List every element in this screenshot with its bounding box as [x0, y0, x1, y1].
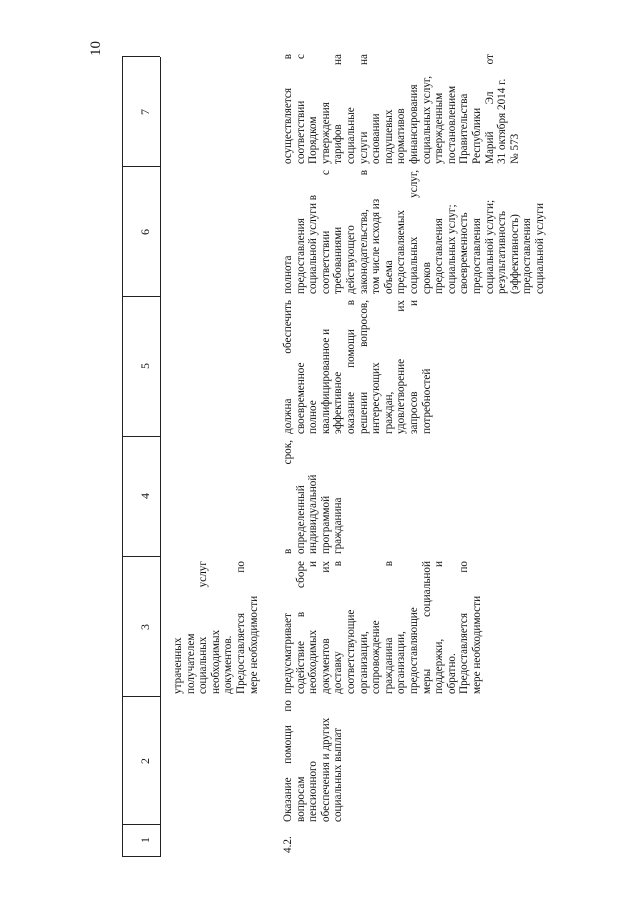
- text-line: подушевых: [382, 109, 395, 164]
- text-line: соответствующие: [344, 609, 357, 694]
- tariff-basis-cell: [282, 54, 521, 164]
- text-line: утраченных: [172, 637, 184, 694]
- col-divider: [122, 436, 160, 437]
- text-line: организации,: [357, 631, 370, 694]
- text-line: Оказание помощи по: [282, 700, 294, 822]
- col-divider: [122, 166, 160, 167]
- text-line: социальных выплат: [332, 727, 345, 822]
- text-line: граждан,: [382, 391, 395, 434]
- text-line: меры социальной: [420, 561, 433, 694]
- text-line: индивидуальной: [307, 474, 320, 554]
- text-line: в срок,: [282, 440, 294, 554]
- text-line: Предоставляется по: [458, 561, 471, 694]
- service-description-cell: [282, 561, 484, 694]
- text-line: Предоставляется по: [234, 561, 247, 694]
- text-line: поддержки, и: [433, 561, 446, 694]
- text-line: содействие в сборе: [294, 561, 307, 694]
- text-line: социальной услуги;: [483, 199, 496, 294]
- text-line: документов.: [222, 635, 235, 694]
- page-number: 10: [88, 41, 104, 56]
- col-number-6: 6: [138, 229, 152, 235]
- text-line: утверждения: [319, 102, 332, 164]
- table-header: [122, 47, 160, 857]
- col-divider: [122, 556, 160, 557]
- text-line: социальные: [344, 107, 357, 164]
- text-line: документов их: [319, 561, 332, 694]
- col-divider: [122, 56, 160, 57]
- text-line: законодательства, в: [357, 170, 370, 294]
- col-divider: [122, 856, 160, 857]
- text-line: постановлением: [445, 85, 458, 164]
- text-line: гражданина: [332, 497, 345, 554]
- text-line: сроков: [420, 262, 433, 294]
- service-name-cell: [282, 700, 345, 822]
- text-line: 31 октября 2014 г.: [496, 78, 509, 164]
- text-line: объема: [382, 260, 395, 294]
- text-line: предусматривает: [282, 613, 294, 694]
- text-line: предоставления: [470, 218, 483, 294]
- text-line: социальных услуг,: [420, 75, 433, 164]
- col-number-5: 5: [138, 363, 152, 369]
- text-line: программой: [319, 495, 332, 554]
- text-line: нормативов: [395, 108, 408, 164]
- text-line: квалифицированное и: [319, 328, 332, 434]
- col-number-1: 1: [138, 837, 152, 843]
- text-line: определенный: [294, 485, 307, 554]
- rotated-page: [70, 41, 570, 857]
- text-line: социальных услуг,: [407, 170, 420, 294]
- text-line: Порядком: [307, 116, 320, 164]
- text-line: должна обеспечить: [282, 300, 294, 434]
- text-line: мере необходимости: [470, 595, 483, 694]
- text-line: том числе исходя из: [370, 198, 383, 294]
- text-line: социальной услуги в: [307, 194, 320, 294]
- text-line: мере необходимости: [247, 595, 260, 694]
- text-line: своевременное: [294, 362, 307, 434]
- text-line: решении вопросов,: [357, 300, 370, 434]
- text-line: необходимых и: [307, 561, 320, 694]
- text-line: доставку в: [332, 561, 345, 694]
- text-line: результативность: [496, 211, 509, 294]
- text-line: предоставляющие: [407, 607, 420, 694]
- service-term-cell: [282, 440, 345, 554]
- text-line: обеспечения и других: [319, 717, 332, 822]
- evaluation-conditions-cell: [282, 170, 546, 294]
- text-line: Республики: [470, 107, 483, 164]
- text-line: предоставления: [521, 218, 534, 294]
- text-line: пенсионного: [307, 761, 320, 822]
- text-line: соответствии с: [319, 170, 332, 294]
- row-number: 4.2.: [282, 836, 294, 853]
- col-divider: [122, 296, 160, 297]
- text-line: № 573: [508, 133, 521, 164]
- text-line: получателем: [184, 633, 197, 694]
- text-line: социальной услуги: [533, 203, 546, 294]
- text-line: полнота: [282, 255, 294, 294]
- text-line: запросов и: [407, 300, 420, 434]
- col-number-3: 3: [138, 624, 152, 630]
- text-line: социальных услуг: [197, 561, 210, 694]
- col-number-4: 4: [138, 493, 152, 499]
- text-line: предоставляемых: [395, 210, 408, 294]
- text-line: Правительства: [458, 93, 471, 164]
- text-line: необходимых: [209, 629, 222, 694]
- text-line: гражданина в: [382, 561, 395, 694]
- header-bottom-border: [160, 57, 161, 857]
- text-line: предоставления: [433, 218, 446, 294]
- text-line: услуги на: [357, 54, 370, 164]
- col-number-2: 2: [138, 758, 152, 764]
- text-line: основании: [370, 113, 383, 164]
- text-line: интересующих: [370, 362, 383, 434]
- text-line: потребностей: [420, 368, 433, 434]
- text-line: тарифов на: [332, 54, 345, 164]
- text-line: удовлетворение их: [395, 300, 408, 434]
- text-line: оказание помощи в: [344, 300, 357, 434]
- col-divider: [122, 824, 160, 825]
- col-number-7: 7: [138, 109, 152, 115]
- text-line: утвержденным: [433, 92, 446, 164]
- text-line: действующего: [344, 225, 357, 294]
- text-line: осуществляется в: [282, 54, 294, 164]
- continuation-col3: [172, 561, 260, 694]
- text-line: сопровождение: [370, 620, 383, 694]
- text-line: (эффективность): [508, 214, 521, 294]
- text-line: эффективное: [332, 371, 345, 434]
- text-line: предоставления: [294, 218, 307, 294]
- text-line: своевременность: [458, 212, 471, 294]
- quality-indicators-cell: [282, 300, 433, 434]
- text-line: соответствии с: [294, 54, 307, 164]
- text-line: организации,: [395, 631, 408, 694]
- text-line: вопросам: [294, 776, 307, 822]
- header-top-border: [122, 57, 123, 857]
- text-line: финансирования: [407, 84, 420, 164]
- text-line: обратно.: [445, 653, 458, 694]
- text-line: требованиями: [332, 226, 345, 294]
- text-line: социальных услуг;: [445, 204, 458, 294]
- text-line: полное: [307, 400, 320, 434]
- text-line: Марий Эл от: [483, 54, 496, 164]
- col-divider: [122, 696, 160, 697]
